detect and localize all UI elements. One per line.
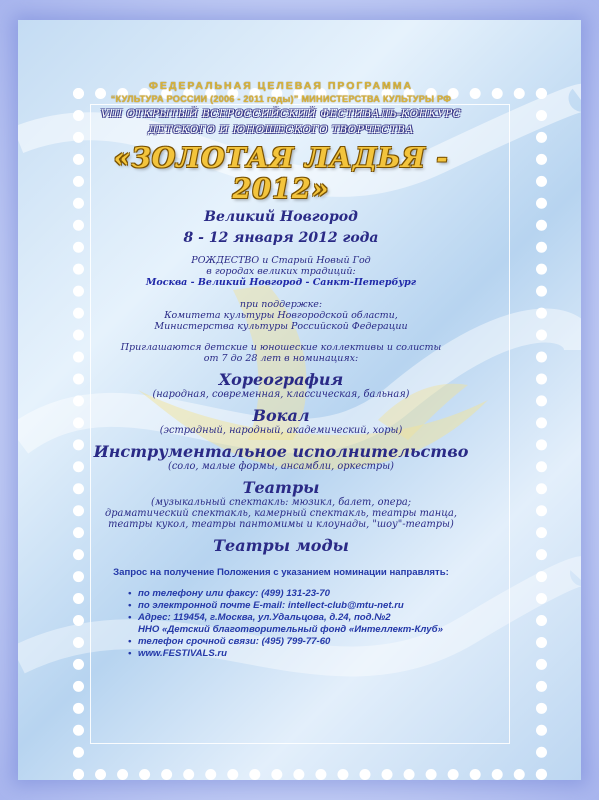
festival-line-1: VIII ОТКРЫТЫЙ ВСЕРОССИЙСКИЙ ФЕСТИВАЛЬ-КОНКУРС <box>100 108 462 120</box>
nomination-theatres <box>68 478 494 530</box>
invite-line-1: Приглашаются детские и юношеские коллективы и солисты <box>120 342 442 353</box>
nomination-choreography <box>68 370 494 400</box>
nomination-fashion-theatres <box>68 536 494 555</box>
contact-urgent-phone: • телефон срочной связи: (495) 799-77-60 <box>128 636 331 647</box>
contacts-heading: Запрос на получение Положения с указанием номинации направлять: <box>113 567 449 578</box>
bullet-icon: • <box>128 612 132 623</box>
contact-website[interactable]: • www.FESTIVALS.ru <box>128 648 228 659</box>
nomination-details: драматический спектакль, камерный спектакль, театры танца, <box>105 508 457 519</box>
tradition-line-1: РОЖДЕСТВО и Старый Новый Год <box>191 255 371 266</box>
festival-line-2: ДЕТСКОГО И ЮНОШЕСКОГО ТВОРЧЕСТВА <box>148 124 414 136</box>
nomination-title: Инструментальное исполнительство <box>93 442 469 461</box>
organization-name: ННО «Детский благотворительный фонд «Интеллект-Клуб» <box>138 624 443 635</box>
bullet-icon: • <box>128 600 132 611</box>
nomination-details: театры кукол, театры пантомимы и клоунады, "шоу"-театры) <box>108 519 454 530</box>
bullet-icon: • <box>128 648 132 659</box>
tradition-line-2: в городах великих традиций: <box>206 266 356 277</box>
nomination-details: (эстрадный, народный, академический, хоры) <box>159 425 403 436</box>
nomination-details: (музыкальный спектакль: мюзикл, балет, опера; <box>151 497 411 508</box>
poster-content <box>68 80 494 660</box>
contact-address: • Адрес: 119454, г.Москва, ул.Удальцова, д.24, под.№2 ННО «Детский благотворительный фонд «Интеллект-Клуб» <box>128 612 443 635</box>
nomination-instrumental <box>68 442 494 472</box>
contacts-list <box>128 588 494 660</box>
contact-phone: • по телефону или факсу: (499) 131-23-70 <box>128 588 330 599</box>
contacts-block <box>68 588 494 660</box>
nomination-details: (соло, малые формы, ансамбли, оркестры) <box>168 461 394 472</box>
bullet-icon: • <box>128 588 132 599</box>
program-subtitle: “КУЛЬТУРА РОССИИ (2006 - 2011 годы)” МИНИСТЕРСТВА КУЛЬТУРЫ РФ <box>110 94 452 104</box>
event-dates: 8 - 12 января 2012 года <box>183 230 379 246</box>
invite-line-2: от 7 до 28 лет в номинациях: <box>203 353 359 364</box>
nomination-vocal <box>68 406 494 436</box>
nomination-title: Вокал <box>252 406 310 425</box>
nomination-title: Театры <box>242 478 320 497</box>
bullet-icon: • <box>128 636 132 647</box>
support-label: при поддержке: <box>239 299 323 310</box>
event-cities: Москва - Великий Новгород - Санкт-Петербург <box>145 277 417 288</box>
event-city: Великий Новгород <box>204 209 358 225</box>
support-line-1: Комитета культуры Новгородской области, <box>164 310 398 321</box>
support-line-2: Министерства культуры Российской Федерации <box>154 321 408 332</box>
nomination-title: Театры моды <box>213 536 349 555</box>
program-title: ФЕДЕРАЛЬНАЯ ЦЕЛЕВАЯ ПРОГРАММА <box>148 80 414 92</box>
nomination-details: (народная, современная, классическая, бальная) <box>152 389 410 400</box>
nomination-title: Хореография <box>218 370 344 389</box>
festival-title: «ЗОЛОТАЯ ЛАДЬЯ - 2012» <box>113 143 449 205</box>
contact-email[interactable]: • по электронной почте E-mail: intellect-club@mtu-net.ru <box>128 600 404 611</box>
